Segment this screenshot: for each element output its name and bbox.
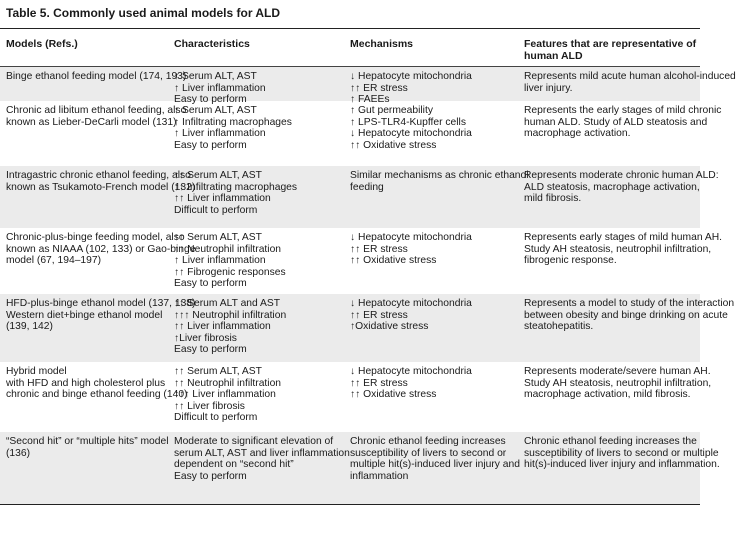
cell-line: macrophage activation, mild fibrosis. <box>524 389 691 401</box>
cell-line: Study AH steatosis, neutrophil infiltration, <box>524 243 712 255</box>
cell-line: ↓ Hepatocyte mitochondria <box>350 366 472 377</box>
table-row <box>0 101 722 166</box>
cell-mechanisms <box>350 298 520 333</box>
cell-line: ↑↑ Serum ALT and AST <box>174 298 281 309</box>
cell-characteristics <box>174 436 350 482</box>
cell-line: ALD steatosis, macrophage activation, <box>524 181 700 193</box>
cell-mechanisms <box>350 170 529 193</box>
cell-features <box>524 366 712 401</box>
cell-line: ↑↑ ER stress <box>350 82 408 94</box>
cell-model <box>6 436 169 459</box>
cell-line: Western diet+binge ethanol model <box>6 309 163 321</box>
cell-line: Hybrid model <box>6 366 67 377</box>
cell-line: HFD-plus-binge ethanol model (137, 138) <box>6 298 196 309</box>
cell-line: ↑↑ Oxidative stress <box>350 139 437 151</box>
cell-line: ↑↑↑ Liver inflammation <box>174 389 276 401</box>
cell-features <box>524 436 720 471</box>
cell-model <box>6 105 187 128</box>
cell-line: ↑ Serum ALT, AST <box>174 71 257 82</box>
cell-line: ↑ Liver inflammation <box>174 255 266 267</box>
cell-line: ↑ LPS-TLR4-Kupffer cells <box>350 116 466 128</box>
cell-line: “Second hit” or “multiple hits” model <box>6 436 169 447</box>
cell-line: susceptibility of livers to second or <box>350 447 507 459</box>
cell-line: ↑↑↑ Neutrophil infiltration <box>174 309 287 321</box>
cell-model <box>6 366 188 401</box>
cell-line: ↑↑ Liver inflammation <box>174 321 271 333</box>
cell-line: Represents a model to study of the interaction <box>524 298 735 309</box>
cell-line: Represents the early stages of mild chronic <box>524 105 722 116</box>
cell-line: Represents moderate chronic human ALD: <box>524 170 719 181</box>
cell-line: model (67, 194–197) <box>6 255 102 267</box>
top-rule <box>0 28 700 29</box>
cell-line: Chronic ethanol feeding increases <box>350 436 506 447</box>
cell-line: ↑↑ Oxidative stress <box>350 255 437 267</box>
cell-line: fibrogenic response. <box>524 255 617 267</box>
cell-characteristics <box>174 170 344 216</box>
cell-line: mild fibrosis. <box>524 193 582 205</box>
table-row <box>0 362 712 432</box>
cell-line: ↑↑ Fibrogenic responses <box>174 266 286 278</box>
cell-line: ↑ Infiltrating macrophages <box>174 116 292 128</box>
cell-line: ↑↑ Serum ALT, AST <box>174 366 262 377</box>
cell-features <box>524 105 722 140</box>
cell-line: known as Lieber-DeCarli model (131) <box>6 116 177 128</box>
cell-line: ↑↑ ER stress <box>350 309 408 321</box>
cell-line: ↑↑ Neutrophil infiltration <box>174 243 282 255</box>
cell-line: hit(s)-induced liver injury and inflammation. <box>524 459 720 471</box>
cell-line: ↓ Hepatocyte mitochondria <box>350 128 472 140</box>
table-row <box>0 294 735 362</box>
header-characteristics: Characteristics <box>174 38 250 50</box>
header-models: Models (Refs.) <box>6 38 78 50</box>
table-title: Table 5. Commonly used animal models for ALD <box>6 6 281 20</box>
table-header <box>0 34 700 64</box>
cell-line: Represents moderate/severe human AH. <box>524 366 711 377</box>
cell-features <box>524 298 735 333</box>
cell-line: ↑↑ Neutrophil infiltration <box>174 377 282 389</box>
cell-line: susceptibility of livers to second or multiple <box>524 447 719 459</box>
cell-line: Difficult to perform <box>174 204 258 216</box>
cell-line: ↑Liver fibrosis <box>174 332 237 344</box>
cell-characteristics <box>174 232 344 290</box>
cell-features <box>524 232 723 267</box>
cell-line: ↓ Hepatocyte mitochondria <box>350 298 472 309</box>
cell-features <box>524 170 719 205</box>
cell-line: Easy to perform <box>174 94 247 106</box>
cell-mechanisms <box>350 105 520 151</box>
cell-model <box>6 298 196 333</box>
cell-mechanisms <box>350 232 520 267</box>
cell-features <box>524 71 736 94</box>
cell-line: dependent on “second hit” <box>174 459 294 471</box>
table-row <box>0 166 719 228</box>
cell-line: ↑Oxidative stress <box>350 321 429 333</box>
cell-line: feeding <box>350 181 384 193</box>
cell-mechanisms <box>350 436 520 482</box>
header-mechanisms: Mechanisms <box>350 38 414 50</box>
cell-line: Moderate to significant elevation of <box>174 436 334 447</box>
cell-line: ↑↑ Liver inflammation <box>174 193 271 205</box>
cell-mechanisms <box>350 366 520 401</box>
cell-line: ↓ Hepatocyte mitochondria <box>350 232 472 243</box>
cell-line: ↓ Hepatocyte mitochondria <box>350 71 472 82</box>
cell-line: (136) <box>6 447 31 459</box>
cell-line: Easy to perform <box>174 139 247 151</box>
cell-line: macrophage activation. <box>524 128 631 140</box>
cell-line: ↑↑ ER stress <box>350 243 408 255</box>
cell-line: Binge ethanol feeding model (174, 193) <box>6 71 187 82</box>
cell-line: ↑ Gut permeability <box>350 105 433 116</box>
cell-line: multiple hit(s)-induced liver injury and <box>350 459 520 471</box>
cell-line: between obesity and binge drinking on acute <box>524 309 728 321</box>
cell-line: Chronic ethanol feeding increases the <box>524 436 697 447</box>
cell-line: Intragastric chronic ethanol feeding, also <box>6 170 191 181</box>
cell-line: (139, 142) <box>6 321 53 333</box>
cell-line: known as Tsukamoto-French model (132) <box>6 181 196 193</box>
cell-line: with HFD and high cholesterol plus <box>6 377 166 389</box>
cell-line: known as NIAAA (102, 133) or Gao-binge <box>6 243 196 255</box>
cell-line: ↑↑ Infiltrating macrophages <box>174 181 298 193</box>
cell-line: Similar mechanisms as chronic ethanol <box>350 170 529 181</box>
cell-line: liver injury. <box>524 82 573 94</box>
cell-line: Easy to perform <box>174 344 247 356</box>
cell-model <box>6 232 196 267</box>
cell-line: chronic and binge ethanol feeding (140) <box>6 389 188 401</box>
bottom-rule <box>0 504 700 505</box>
cell-line: Represents early stages of mild human AH. <box>524 232 723 243</box>
cell-line: steatohepatitis. <box>524 321 594 333</box>
cell-line: ↑↑ ER stress <box>350 377 408 389</box>
cell-line: ↑↑ Liver fibrosis <box>174 400 245 412</box>
cell-characteristics <box>174 366 344 424</box>
cell-line: ↑ FAEEs <box>350 94 390 106</box>
header-features: Features that are representative of human ALD <box>524 38 697 62</box>
table-row <box>0 228 723 294</box>
cell-line: Chronic ad libitum ethanol feeding, also <box>6 105 187 116</box>
cell-line: Chronic-plus-binge feeding model, also <box>6 232 185 243</box>
cell-line: Study AH steatosis, neutrophil infiltration, <box>524 377 712 389</box>
cell-line: ↑↑ Oxidative stress <box>350 389 437 401</box>
cell-line: inflammation <box>350 470 409 482</box>
cell-line: ↑↑ Serum ALT, AST <box>174 170 262 181</box>
cell-model <box>6 71 187 83</box>
cell-line: Easy to perform <box>174 278 247 290</box>
table-row <box>0 67 736 106</box>
cell-characteristics <box>174 105 344 151</box>
cell-line: ↑ Liver inflammation <box>174 128 266 140</box>
cell-line: Represents mild acute human alcohol-induced <box>524 71 736 82</box>
cell-line: serum ALT, AST and liver inflammation <box>174 447 350 459</box>
cell-model <box>6 170 196 193</box>
cell-line: human ALD. Study of ALD steatosis and <box>524 116 708 128</box>
cell-line: Difficult to perform <box>174 412 258 424</box>
table-row <box>0 432 720 504</box>
cell-line: ↑↑ Serum ALT, AST <box>174 232 262 243</box>
cell-characteristics <box>174 298 344 356</box>
cell-line: Easy to perform <box>174 470 247 482</box>
cell-line: ↑ Serum ALT, AST <box>174 105 257 116</box>
cell-line: ↑ Liver inflammation <box>174 82 266 94</box>
